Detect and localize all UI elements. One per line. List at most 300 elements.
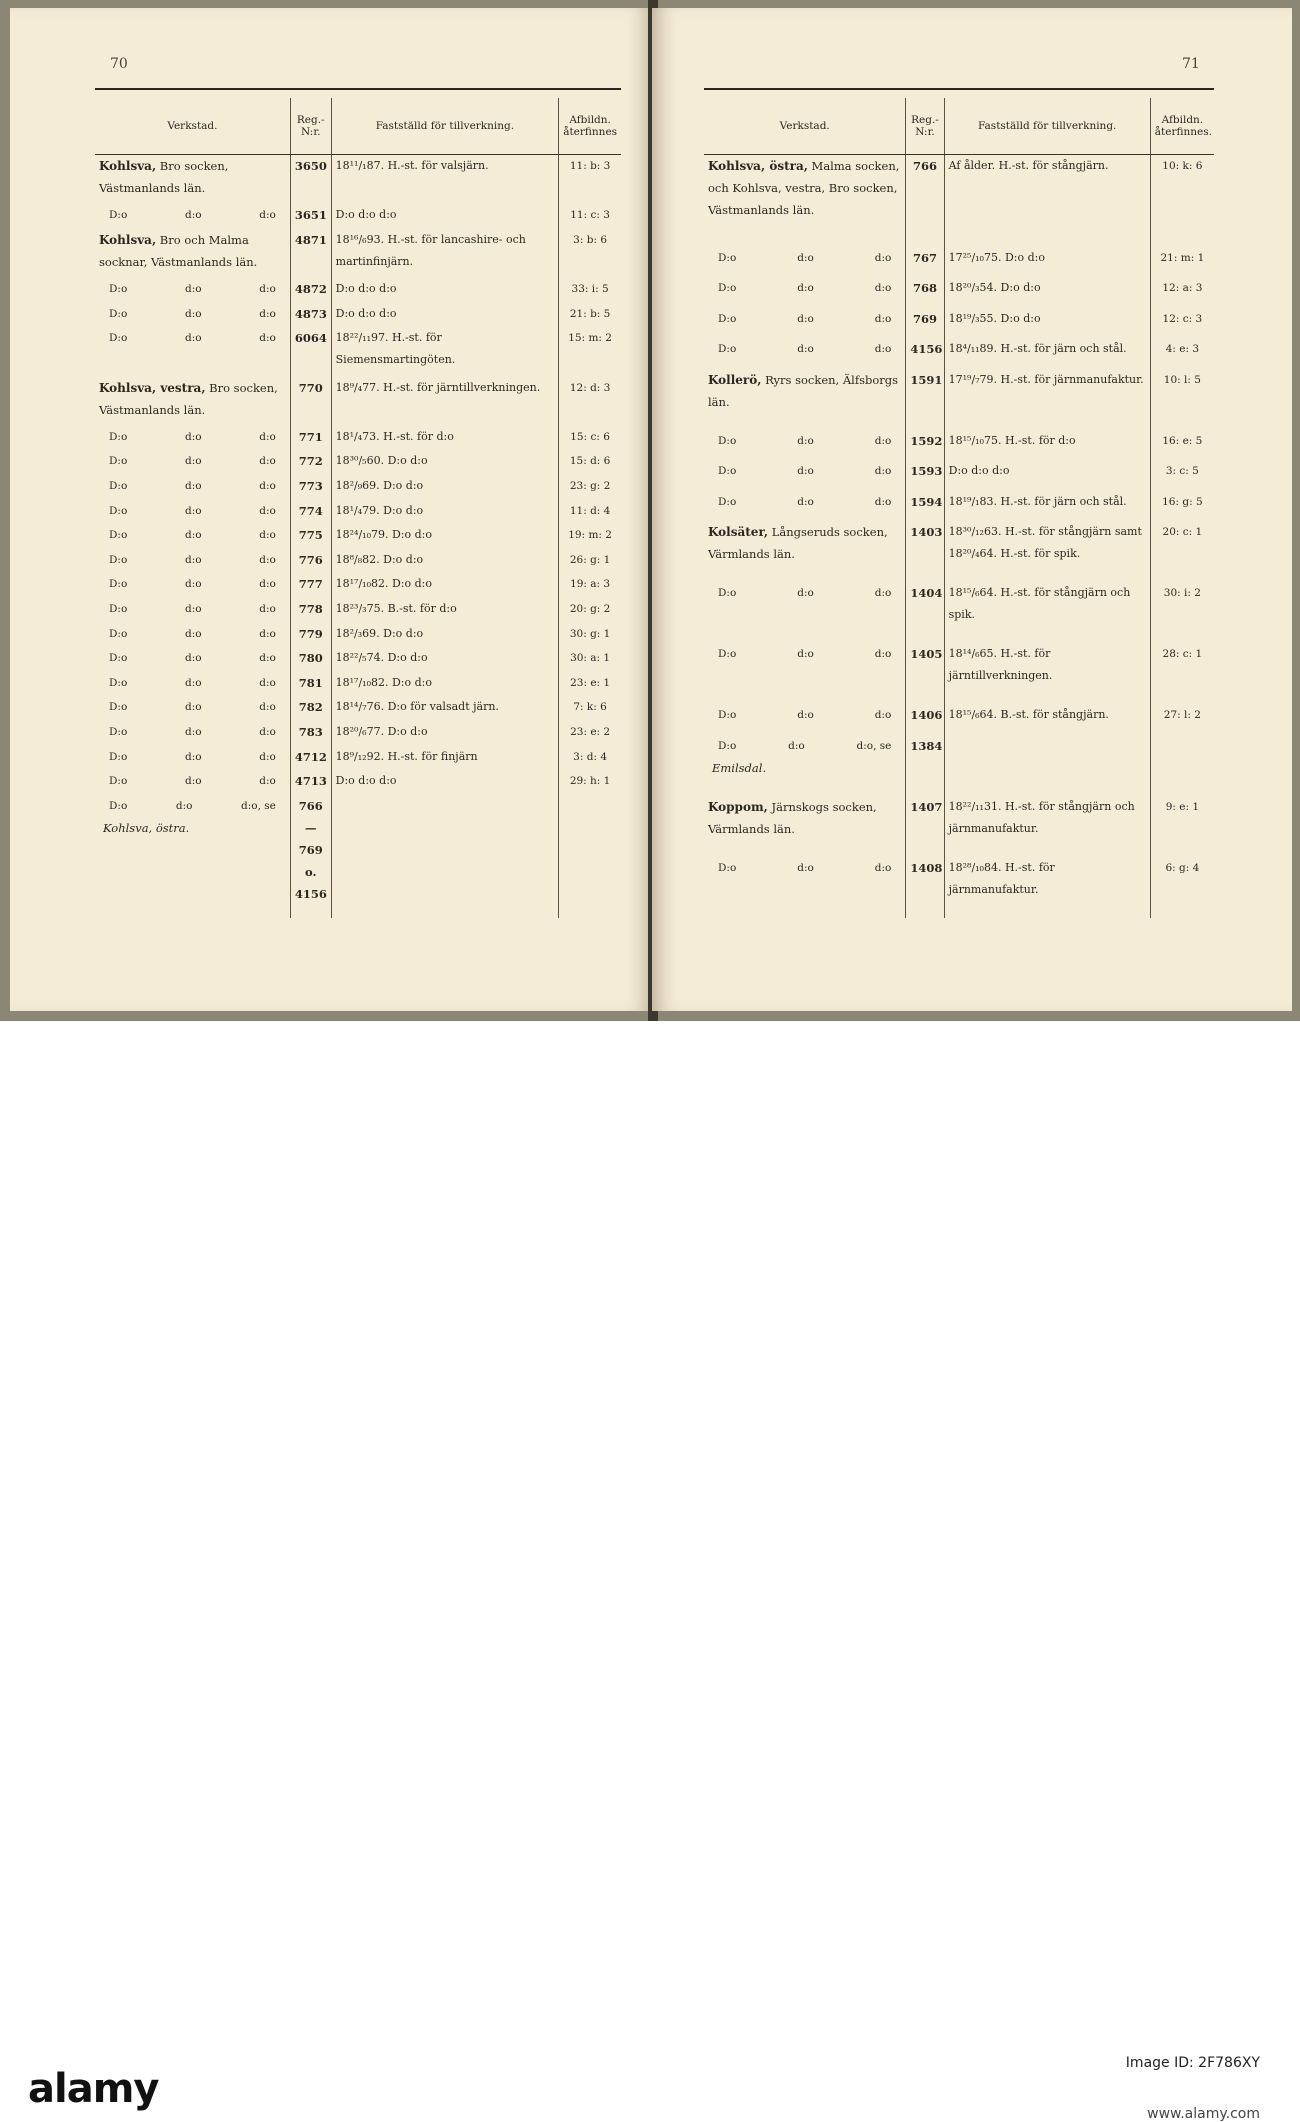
table-row bbox=[95, 475, 621, 500]
ditto-mark: D:o bbox=[718, 861, 737, 874]
illustration-ref: 23: e: 1 bbox=[559, 672, 621, 697]
table-row bbox=[95, 672, 621, 697]
col-header-reg: Reg.- N:r. bbox=[906, 98, 944, 155]
ditto-mark: d:o bbox=[874, 312, 892, 325]
stamp-description: 18¹¹/₁87. H.-st. för valsjärn. bbox=[331, 155, 559, 205]
table-row bbox=[704, 277, 1214, 308]
reg-number: 1407 bbox=[906, 796, 944, 857]
col-header-illus: Afbildn. återfinnes bbox=[559, 98, 621, 155]
table-row bbox=[95, 647, 621, 672]
page-number: 70 bbox=[110, 56, 128, 72]
ditto-mark: D:o bbox=[718, 587, 737, 600]
ditto-mark: d:o bbox=[184, 479, 202, 492]
illustration-ref: 6: g: 4 bbox=[1150, 857, 1214, 918]
ditto-mark: d:o bbox=[184, 504, 202, 517]
ditto-mark: D:o bbox=[109, 283, 128, 296]
ditto-marks bbox=[99, 696, 286, 718]
ditto-marks bbox=[99, 450, 286, 472]
ditto-mark: D:o bbox=[718, 739, 737, 752]
ditto-marks bbox=[708, 430, 901, 452]
ditto-mark: d:o bbox=[184, 455, 202, 468]
ditto-mark: D:o bbox=[718, 282, 737, 295]
stamp-description: 18⁸/₈82. D:o d:o bbox=[331, 549, 559, 574]
works-cell bbox=[95, 795, 290, 918]
header-rule bbox=[704, 88, 1214, 90]
table-row bbox=[95, 426, 621, 451]
ditto-mark: d:o bbox=[184, 603, 202, 616]
ditto-mark: d:o, se bbox=[856, 739, 892, 752]
ledger-table bbox=[704, 98, 1214, 918]
ditto-marks bbox=[99, 770, 286, 792]
works-cell bbox=[95, 278, 290, 303]
illustration-ref: 3: d: 4 bbox=[559, 746, 621, 771]
illustration-ref: 9: e: 1 bbox=[1150, 796, 1214, 857]
ditto-marks bbox=[99, 795, 286, 817]
table-row bbox=[95, 278, 621, 303]
works-cell bbox=[704, 247, 906, 278]
ditto-mark: d:o bbox=[874, 282, 892, 295]
ditto-marks bbox=[708, 857, 901, 879]
table-row bbox=[704, 460, 1214, 491]
stamp-description: 18⁹/₄77. H.-st. för järntillverkningen. bbox=[331, 377, 559, 426]
ditto-mark: d:o bbox=[874, 648, 892, 661]
illustration-ref: 10: k: 6 bbox=[1150, 155, 1214, 247]
illustration-ref: 3: c: 5 bbox=[1150, 460, 1214, 491]
stamp-description: 18¹⁶/₆93. H.-st. för lancashire- och martinfinjärn. bbox=[331, 229, 559, 278]
works-cell bbox=[704, 704, 906, 735]
ditto-mark: d:o bbox=[184, 750, 202, 763]
reg-number: 783 bbox=[290, 721, 331, 746]
table-row bbox=[704, 308, 1214, 339]
ditto-mark: d:o bbox=[184, 578, 202, 591]
header-rule bbox=[95, 88, 621, 90]
works-cell bbox=[95, 573, 290, 598]
stamp-description: 18²⁴/₁₀79. D:o d:o bbox=[331, 524, 559, 549]
place-location: Långseruds socken, Värmlands län. bbox=[708, 525, 888, 562]
illustration-ref: 10: l: 5 bbox=[1150, 369, 1214, 430]
stamp-description: 18²/₃69. D:o d:o bbox=[331, 623, 559, 648]
ditto-mark: d:o bbox=[874, 861, 892, 874]
stamp-description: 18⁴/₁₁89. H.-st. för järn och stål. bbox=[944, 338, 1150, 369]
ditto-mark: d:o bbox=[797, 343, 814, 356]
reg-number: 766 bbox=[906, 155, 944, 247]
stamp-description: Af ålder. H.-st. för stångjärn. bbox=[944, 155, 1150, 247]
table-row bbox=[95, 327, 621, 376]
ditto-mark: D:o bbox=[718, 343, 737, 356]
ditto-mark: d:o bbox=[184, 775, 202, 788]
illustration-ref: 28: c: 1 bbox=[1150, 643, 1214, 704]
page-number: 71 bbox=[1182, 56, 1200, 72]
stamp-description: 18¹⁷/₁₀82. D:o d:o bbox=[331, 672, 559, 697]
ditto-mark: d:o bbox=[874, 709, 892, 722]
illustration-ref: 15: m: 2 bbox=[559, 327, 621, 376]
reg-number: 779 bbox=[290, 623, 331, 648]
works-cell bbox=[704, 308, 906, 339]
see-reference: Kohlsva, östra. bbox=[103, 820, 190, 835]
works-cell bbox=[95, 647, 290, 672]
illustration-ref: 11: c: 3 bbox=[559, 204, 621, 229]
table-row bbox=[704, 521, 1214, 582]
illustration-ref: 26: g: 1 bbox=[559, 549, 621, 574]
illustration-ref: 20: g: 2 bbox=[559, 598, 621, 623]
reg-number: 766—769 o. 4156 bbox=[290, 795, 331, 918]
stamp-description: 18²/₉69. D:o d:o bbox=[331, 475, 559, 500]
illustration-ref bbox=[559, 795, 621, 918]
works-cell bbox=[95, 524, 290, 549]
stamp-description bbox=[944, 735, 1150, 796]
col-header-fixed: Fastställd för tillverkning. bbox=[944, 98, 1150, 155]
ditto-mark: d:o bbox=[184, 283, 202, 296]
book-spread bbox=[0, 0, 1300, 1021]
ditto-mark: d:o bbox=[184, 627, 202, 640]
table-row bbox=[95, 450, 621, 475]
ditto-mark: d:o bbox=[184, 332, 202, 345]
illustration-ref: 19: a: 3 bbox=[559, 573, 621, 598]
ditto-mark: D:o bbox=[109, 676, 128, 689]
place-location: Järnskogs socken, Värmlands län. bbox=[708, 799, 877, 836]
site-url: www.alamy.com bbox=[1147, 2106, 1260, 2122]
stamp-description: 18²²/₁₁97. H.-st. för Siemensmartingöten. bbox=[331, 327, 559, 376]
place-name: Kohlsva, bbox=[99, 232, 157, 247]
ditto-mark: d:o bbox=[259, 676, 276, 689]
ditto-mark: d:o bbox=[874, 251, 892, 264]
reg-number: 770 bbox=[290, 377, 331, 426]
works-cell bbox=[95, 303, 290, 328]
ditto-mark: d:o bbox=[184, 430, 202, 443]
reg-number: 3651 bbox=[290, 204, 331, 229]
reg-number: 1406 bbox=[906, 704, 944, 735]
works-cell bbox=[704, 460, 906, 491]
table-row bbox=[95, 549, 621, 574]
table-row bbox=[704, 155, 1214, 247]
illustration-ref: 33: i: 5 bbox=[559, 278, 621, 303]
reg-number: 1403 bbox=[906, 521, 944, 582]
illustration-ref: 12: d: 3 bbox=[559, 377, 621, 426]
illustration-ref bbox=[1150, 735, 1214, 796]
ditto-mark: d:o bbox=[259, 726, 276, 739]
ditto-mark: d:o bbox=[259, 603, 276, 616]
reg-number: 774 bbox=[290, 500, 331, 525]
illustration-ref: 11: b: 3 bbox=[559, 155, 621, 205]
ditto-mark: d:o bbox=[259, 307, 276, 320]
ditto-mark: d:o bbox=[184, 701, 202, 714]
ditto-mark: d:o bbox=[874, 343, 892, 356]
ditto-mark: d:o bbox=[259, 627, 276, 640]
illustration-ref: 15: c: 6 bbox=[559, 426, 621, 451]
table-row bbox=[95, 573, 621, 598]
illustration-ref: 21: b: 5 bbox=[559, 303, 621, 328]
ditto-mark: D:o bbox=[109, 332, 128, 345]
ditto-marks bbox=[99, 524, 286, 546]
reg-number: 778 bbox=[290, 598, 331, 623]
reg-number: 1592 bbox=[906, 430, 944, 461]
ditto-marks bbox=[708, 460, 901, 482]
ditto-marks bbox=[99, 573, 286, 595]
stamp-description: 18¹⁹/₁83. H.-st. för järn och stål. bbox=[944, 491, 1150, 522]
ditto-marks bbox=[708, 338, 901, 360]
ditto-mark: D:o bbox=[109, 750, 128, 763]
reg-number: 1384 bbox=[906, 735, 944, 796]
table-row bbox=[704, 735, 1214, 796]
ditto-mark: d:o bbox=[259, 553, 276, 566]
works-cell bbox=[704, 857, 906, 918]
reg-number: 4712 bbox=[290, 746, 331, 771]
place-name: Kohlsva, vestra, bbox=[99, 380, 206, 395]
ditto-marks bbox=[99, 303, 286, 325]
ditto-mark: d:o bbox=[797, 861, 814, 874]
stamp-description: 18³⁰/₁₂63. H.-st. för stångjärn samt 18²⁰/₄64. H.-st. för spik. bbox=[944, 521, 1150, 582]
ditto-mark: D:o bbox=[109, 726, 128, 739]
ditto-mark: d:o bbox=[797, 709, 814, 722]
image-id: Image ID: 2F786XY bbox=[1125, 2055, 1260, 2071]
table-row bbox=[704, 643, 1214, 704]
stamp-description: 18²³/₃75. B.-st. för d:o bbox=[331, 598, 559, 623]
reg-number: 1594 bbox=[906, 491, 944, 522]
works-cell bbox=[704, 491, 906, 522]
ditto-marks bbox=[99, 721, 286, 743]
ditto-mark: d:o bbox=[259, 209, 276, 222]
works-cell bbox=[95, 672, 290, 697]
illustration-ref: 12: c: 3 bbox=[1150, 308, 1214, 339]
reg-number: 780 bbox=[290, 647, 331, 672]
ditto-mark: D:o bbox=[109, 307, 128, 320]
ditto-mark: D:o bbox=[718, 495, 737, 508]
table-row bbox=[704, 857, 1214, 918]
table-row bbox=[704, 491, 1214, 522]
table-row bbox=[95, 721, 621, 746]
stamp-description: 18²⁰/₆77. D:o d:o bbox=[331, 721, 559, 746]
ditto-mark: D:o bbox=[109, 578, 128, 591]
col-header-works: Verkstad. bbox=[704, 98, 906, 155]
ditto-mark: d:o bbox=[259, 750, 276, 763]
ledger-body bbox=[704, 155, 1214, 919]
reg-number: 4713 bbox=[290, 770, 331, 795]
stamp-description: 18¹⁵/₆64. H.-st. för stångjärn och spik. bbox=[944, 582, 1150, 643]
ditto-mark: D:o bbox=[718, 251, 737, 264]
reg-number: 772 bbox=[290, 450, 331, 475]
ditto-mark: d:o bbox=[874, 587, 892, 600]
stamp-description: 18²²/₅74. D:o d:o bbox=[331, 647, 559, 672]
place-name: Kolsäter, bbox=[708, 525, 769, 540]
works-cell bbox=[704, 155, 906, 247]
table-row bbox=[95, 204, 621, 229]
illustration-ref: 19: m: 2 bbox=[559, 524, 621, 549]
illustration-ref: 30: i: 2 bbox=[1150, 582, 1214, 643]
reg-number: 4872 bbox=[290, 278, 331, 303]
ditto-mark: d:o bbox=[797, 312, 814, 325]
ditto-marks bbox=[99, 278, 286, 300]
works-cell bbox=[704, 582, 906, 643]
works-cell bbox=[95, 155, 290, 205]
ditto-mark: d:o bbox=[797, 648, 814, 661]
ditto-mark: d:o bbox=[259, 332, 276, 345]
col-header-fixed: Fastställd för tillverkning. bbox=[331, 98, 559, 155]
illustration-ref: 3: b: 6 bbox=[559, 229, 621, 278]
works-cell bbox=[704, 277, 906, 308]
illustration-ref: 16: e: 5 bbox=[1150, 430, 1214, 461]
ditto-mark: d:o bbox=[259, 775, 276, 788]
works-cell bbox=[95, 229, 290, 278]
illustration-ref: 23: g: 2 bbox=[559, 475, 621, 500]
stamp-description: 18¹⁴/₇76. D:o för valsadt järn. bbox=[331, 696, 559, 721]
illustration-ref: 23: e: 2 bbox=[559, 721, 621, 746]
ditto-marks bbox=[708, 643, 901, 665]
works-cell bbox=[95, 770, 290, 795]
ditto-mark: D:o bbox=[718, 709, 737, 722]
ditto-mark: d:o bbox=[788, 739, 805, 752]
stamp-description: 18¹/₄73. H.-st. för d:o bbox=[331, 426, 559, 451]
ditto-mark: d:o bbox=[797, 465, 814, 478]
illustration-ref: 11: d: 4 bbox=[559, 500, 621, 525]
table-row bbox=[95, 229, 621, 278]
col-header-illus: Afbildn. återfinnes. bbox=[1150, 98, 1214, 155]
ditto-marks bbox=[708, 491, 901, 513]
ditto-marks bbox=[99, 746, 286, 768]
stamp-description: D:o d:o d:o bbox=[331, 278, 559, 303]
works-cell bbox=[95, 327, 290, 376]
works-cell bbox=[704, 796, 906, 857]
illustration-ref: 16: g: 5 bbox=[1150, 491, 1214, 522]
ditto-marks bbox=[99, 426, 286, 448]
ledger-body bbox=[95, 155, 621, 919]
ditto-marks bbox=[708, 308, 901, 330]
ditto-marks bbox=[99, 647, 286, 669]
reg-number: 781 bbox=[290, 672, 331, 697]
stamp-description: 18¹/₄79. D:o d:o bbox=[331, 500, 559, 525]
stamp-description: 17¹⁹/₇79. H.-st. för järnmanufaktur. bbox=[944, 369, 1150, 430]
reg-number: 773 bbox=[290, 475, 331, 500]
place-name: Koppom, bbox=[708, 799, 768, 814]
ditto-mark: D:o bbox=[718, 465, 737, 478]
stamp-description: 18⁹/₁₂92. H.-st. för finjärn bbox=[331, 746, 559, 771]
reg-number: 1408 bbox=[906, 857, 944, 918]
reg-number: 777 bbox=[290, 573, 331, 598]
works-cell bbox=[95, 426, 290, 451]
place-location: Bro socken, Västmanlands län. bbox=[99, 380, 278, 417]
table-row bbox=[95, 770, 621, 795]
ditto-mark: D:o bbox=[718, 648, 737, 661]
ditto-mark: d:o bbox=[797, 251, 814, 264]
illustration-ref: 29: h: 1 bbox=[559, 770, 621, 795]
ditto-mark: d:o, se bbox=[241, 799, 276, 812]
works-cell bbox=[95, 549, 290, 574]
right-page bbox=[652, 8, 1292, 1011]
works-cell bbox=[95, 377, 290, 426]
works-cell bbox=[704, 338, 906, 369]
illustration-ref: 30: g: 1 bbox=[559, 623, 621, 648]
works-cell bbox=[704, 521, 906, 582]
ditto-mark: D:o bbox=[109, 701, 128, 714]
works-cell bbox=[95, 475, 290, 500]
watermark-footer bbox=[0, 1021, 1300, 2122]
table-row bbox=[95, 303, 621, 328]
works-cell bbox=[95, 500, 290, 525]
table-row bbox=[95, 696, 621, 721]
reg-number: 3650 bbox=[290, 155, 331, 205]
reg-number: 769 bbox=[906, 308, 944, 339]
reg-number: 776 bbox=[290, 549, 331, 574]
works-cell bbox=[95, 696, 290, 721]
reg-number: 4873 bbox=[290, 303, 331, 328]
stamp-description: 18¹⁴/₆65. H.-st. för järntillverkningen. bbox=[944, 643, 1150, 704]
ditto-mark: d:o bbox=[184, 652, 202, 665]
reg-number: 1405 bbox=[906, 643, 944, 704]
table-row bbox=[95, 623, 621, 648]
table-row bbox=[704, 430, 1214, 461]
ditto-mark: d:o bbox=[259, 652, 276, 665]
stamp-description: 18¹⁵/₁₀75. H.-st. för d:o bbox=[944, 430, 1150, 461]
ditto-mark: D:o bbox=[109, 553, 128, 566]
illustration-ref: 12: a: 3 bbox=[1150, 277, 1214, 308]
table-row bbox=[704, 796, 1214, 857]
table-row bbox=[704, 369, 1214, 430]
ditto-mark: d:o bbox=[184, 209, 202, 222]
reg-number: 1593 bbox=[906, 460, 944, 491]
ditto-mark: d:o bbox=[259, 283, 276, 296]
ditto-marks bbox=[99, 598, 286, 620]
col-header-works: Verkstad. bbox=[95, 98, 290, 155]
ditto-mark: D:o bbox=[109, 479, 128, 492]
table-row bbox=[95, 795, 621, 918]
ditto-mark: d:o bbox=[259, 430, 276, 443]
works-cell bbox=[95, 450, 290, 475]
works-cell bbox=[95, 204, 290, 229]
ditto-mark: D:o bbox=[109, 627, 128, 640]
ditto-mark: d:o bbox=[874, 465, 892, 478]
ditto-mark: d:o bbox=[259, 578, 276, 591]
reg-number: 775 bbox=[290, 524, 331, 549]
works-cell bbox=[704, 735, 906, 796]
ditto-mark: d:o bbox=[184, 676, 202, 689]
works-cell bbox=[704, 369, 906, 430]
ditto-mark: d:o bbox=[259, 479, 276, 492]
stamp-description: 18³⁰/₅60. D:o d:o bbox=[331, 450, 559, 475]
ditto-mark: d:o bbox=[797, 587, 814, 600]
alamy-logo: alamy bbox=[28, 2066, 159, 2112]
reg-number: 4156 bbox=[906, 338, 944, 369]
ditto-mark: D:o bbox=[718, 434, 737, 447]
ditto-mark: D:o bbox=[109, 430, 128, 443]
reg-number: 1404 bbox=[906, 582, 944, 643]
ditto-mark: d:o bbox=[259, 701, 276, 714]
stamp-description: D:o d:o d:o bbox=[331, 770, 559, 795]
ditto-mark: D:o bbox=[109, 455, 128, 468]
ditto-mark: d:o bbox=[184, 553, 202, 566]
works-cell bbox=[704, 643, 906, 704]
ditto-mark: D:o bbox=[718, 312, 737, 325]
place-location: Bro socken, Västmanlands län. bbox=[99, 159, 229, 195]
stamp-description bbox=[331, 795, 559, 918]
table-row bbox=[704, 338, 1214, 369]
illustration-ref: 27: l: 2 bbox=[1150, 704, 1214, 735]
works-cell bbox=[704, 430, 906, 461]
illustration-ref: 15: d: 6 bbox=[559, 450, 621, 475]
ditto-marks bbox=[99, 475, 286, 497]
stamp-description: 18¹⁷/₁₀82. D:o d:o bbox=[331, 573, 559, 598]
ditto-marks bbox=[708, 704, 901, 726]
stamp-description: 18²²/₁₁31. H.-st. för stångjärn och järnmanufaktur. bbox=[944, 796, 1150, 857]
table-row bbox=[704, 582, 1214, 643]
ditto-mark: d:o bbox=[797, 282, 814, 295]
illustration-ref: 20: c: 1 bbox=[1150, 521, 1214, 582]
ditto-marks bbox=[708, 247, 901, 269]
reg-number: 771 bbox=[290, 426, 331, 451]
ditto-marks bbox=[99, 327, 286, 349]
place-name: Kohlsva, östra, bbox=[708, 159, 808, 173]
col-header-reg: Reg.- N:r. bbox=[290, 98, 331, 155]
works-cell bbox=[95, 623, 290, 648]
reg-number: 767 bbox=[906, 247, 944, 278]
